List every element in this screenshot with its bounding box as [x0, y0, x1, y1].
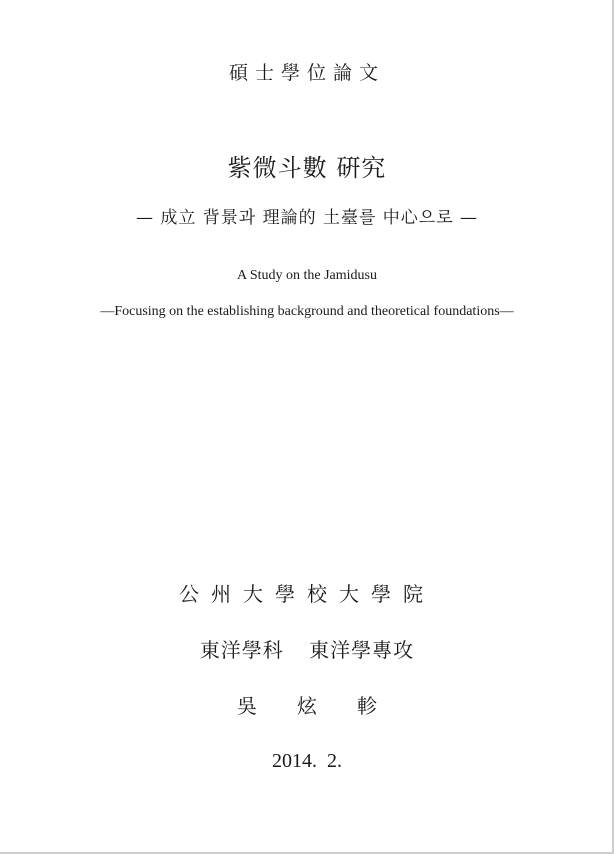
author-name: 吳炫軫: [237, 694, 417, 718]
university-name: 公州大學校大學院: [179, 582, 435, 606]
degree-label: 碩士學位論文: [228, 62, 385, 84]
thesis-subtitle-korean: — 成立 背景과 理論的 土臺를 中心으로 —: [135, 208, 479, 228]
submission-date: 2014. 2.: [272, 750, 342, 772]
department-major: 東洋學科 東洋學專攻: [199, 638, 415, 662]
thesis-subtitle-english: —Focusing on the establishing background and theoretical foundations—: [100, 304, 514, 319]
thesis-title-korean: 紫微斗數 硏究: [227, 154, 387, 182]
thesis-title-english: A Study on the Jamidusu: [236, 268, 377, 283]
